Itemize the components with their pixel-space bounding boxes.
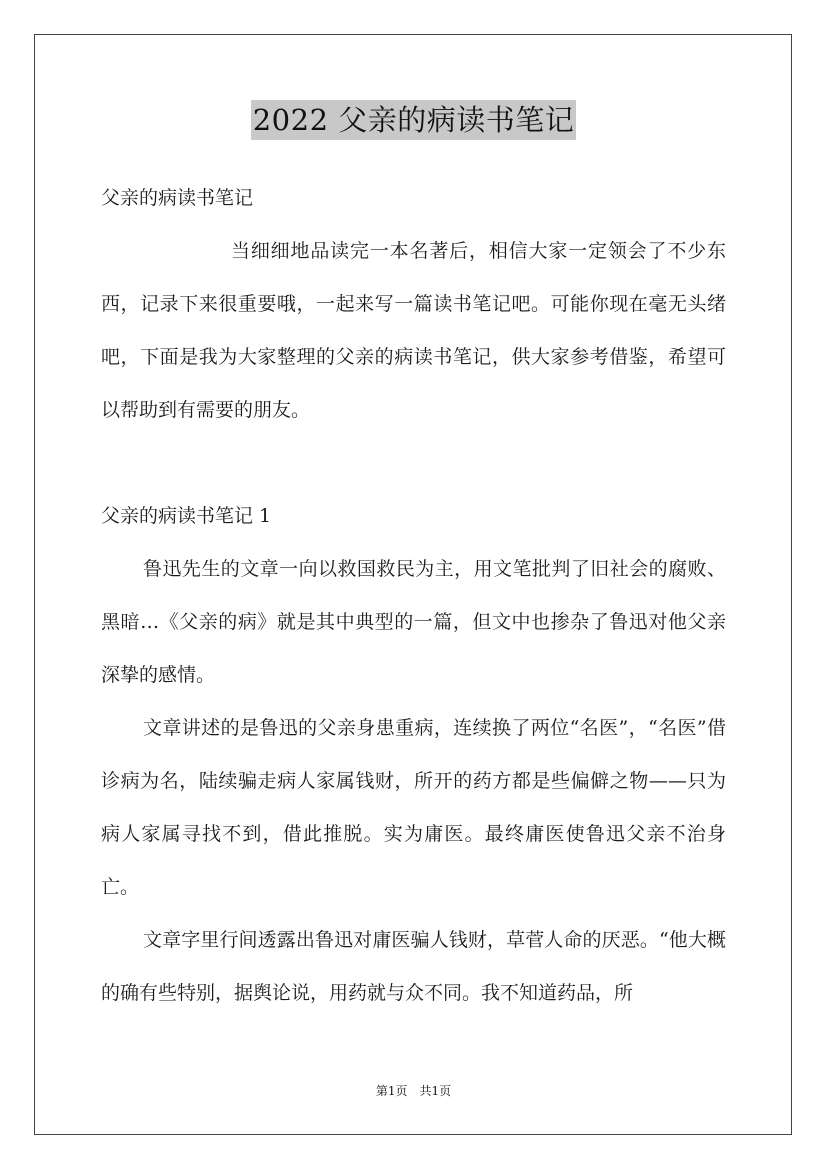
page-total: 共1页 bbox=[419, 1084, 452, 1098]
title-container bbox=[0, 100, 827, 140]
document-subtitle: 父亲的病读书笔记 bbox=[101, 187, 254, 209]
intro-paragraph: 当细细地品读完一本名著后，相信大家一定领会了不少东西，记录下来很重要哦，一起来写一篇读书笔记吧。可能你现在毫无头绪吧，下面是我为大家整理的父亲的病读书笔记，供大家参考借鉴，希望可以帮助到有需要的朋友。 bbox=[101, 240, 726, 421]
page-footer bbox=[0, 1082, 827, 1099]
blank-line bbox=[101, 437, 726, 490]
page-number: 第1页 bbox=[375, 1084, 408, 1098]
section-heading: 父亲的病读书笔记 1 bbox=[101, 505, 272, 527]
body-paragraph: 文章讲述的是鲁迅的父亲身患重病，连续换了两位“名医”，“名医”借诊病为名，陆续骗走病人家属钱财，所开的药方都是些偏僻之物——只为病人家属寻找不到，借此推脱。实为庸医。最终庸医使鲁迅父亲不治身亡。 bbox=[101, 717, 726, 898]
body-paragraph: 文章字里行间透露出鲁迅对庸医骗人钱财，草菅人命的厌恶。“他大概的确有些特别，据舆论说，用药就与众不同。我不知道药品，所 bbox=[101, 929, 726, 1004]
body-paragraph: 鲁迅先生的文章一向以救国救民为主，用文笔批判了旧社会的腐败、黑暗…《父亲的病》就是其中典型的一篇，但文中也掺杂了鲁迅对他父亲深挚的感情。 bbox=[101, 558, 726, 686]
document-body bbox=[101, 172, 726, 1020]
document-title: 2022 父亲的病读书笔记 bbox=[251, 100, 577, 140]
